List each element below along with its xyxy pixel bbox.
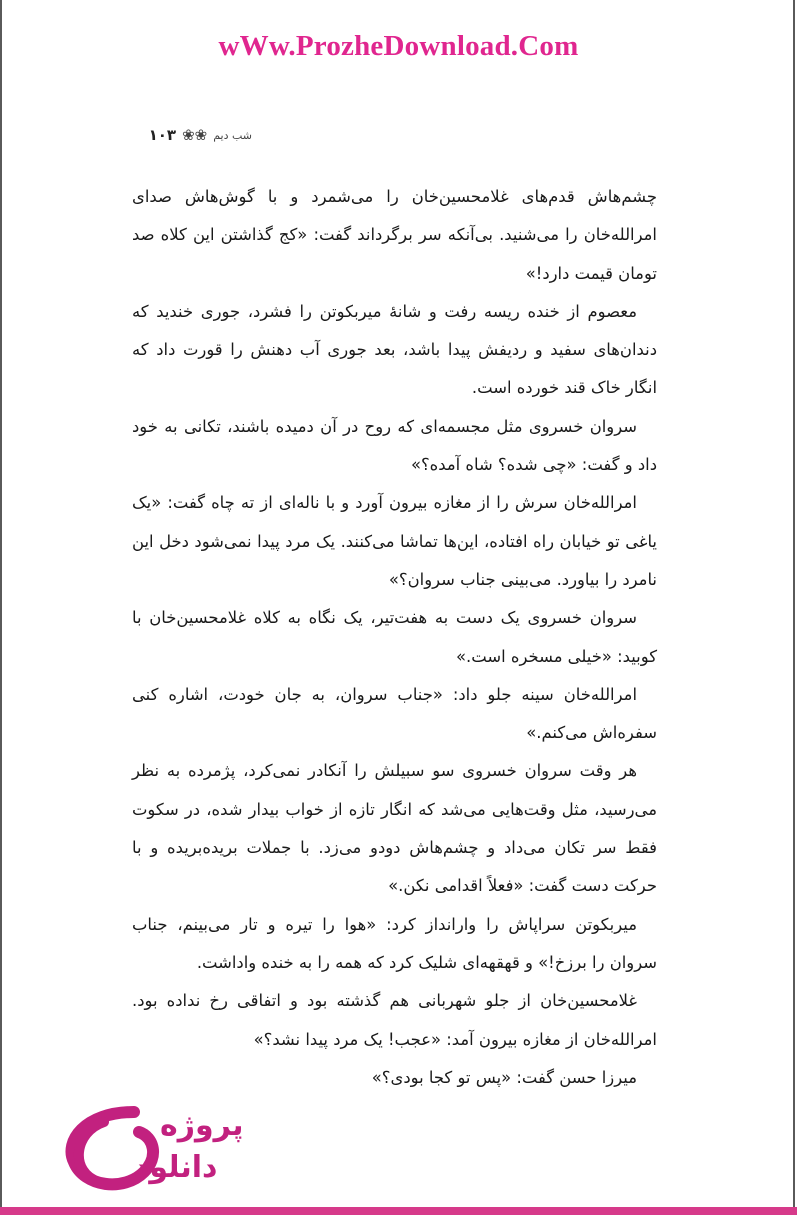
paragraph: هر وقت سروان خسروی سو سبیلش را آنکادر نمی‌کرد، پژمرده به نظر می‌رسید، مثل وقت‌هایی می‌شد که انگار تازه از خواب بیدار شده، در سکوت فقط سر تکان می‌داد و چشم‌هاش دودو می‌زد. با جملات بریده‌بریده و با حرکت دست گفت: «فعلاً اقدامی نکن.» <box>132 761 657 896</box>
paragraph: معصوم از خنده ریسه رفت و شانهٔ میربکوتن را فشرد، جوری خندید که دندان‌های سفید و ردیفش پیدا باشد، بعد جوری آب دهنش را قورت داد که انگار خاک قند خورده است. <box>132 301 657 398</box>
ornament-icon: ❀❀ <box>182 126 208 144</box>
logo-text-line1: پروژه <box>160 1108 244 1143</box>
running-head-title: شب دیم <box>213 128 252 142</box>
paragraph: میرزا حسن گفت: «پس تو کجا بودی؟» <box>371 1067 637 1087</box>
paragraph: میربکوتن سراپاش را وارانداز کرد: «هوا را تیره و تار می‌بینم، جناب سروان را برزخ!» و قهقهه‌ای شلیک کرد که همه را به خنده واداشت. <box>132 914 657 972</box>
paragraph: امرالله‌خان سینه جلو داد: «جناب سروان، به جان خودت، اشاره کنی سفره‌اش می‌کنم.» <box>132 684 657 743</box>
paragraph: غلامحسین‌خان از جلو شهربانی هم گذشته بود و اتفاقی رخ نداده بود. امرالله‌خان از مغازه بیرون آمد: «عجب! یک مرد پیدا نشد؟» <box>132 991 657 1049</box>
body-text <box>132 178 657 1097</box>
bottom-accent-bar <box>0 1207 797 1215</box>
logo-text-line2: دانلود <box>134 1150 218 1185</box>
paragraph: سروان خسروی یک دست به هفت‌تیر، یک نگاه به کلاه غلامحسین‌خان با کوبید: «خیلی مسخره است.» <box>132 608 657 666</box>
paragraph: سروان خسروی مثل مجسمه‌ای که روح در آن دمیده باشند، تکانی به خود داد و گفت: «چی شده؟ شاه آمده؟» <box>132 416 657 475</box>
paragraph: امرالله‌خان سرش را از مغازه بیرون آورد و با ناله‌ای از ته چاه گفت: «یک یاغی تو خیابان راه افتاده، این‌ها تماشا می‌کنند. یک مرد پیدا نمی‌شود دخل این نامرد را بیاورد. می‌بینی جناب سروان؟» <box>132 493 657 589</box>
running-head <box>149 126 252 144</box>
page-number: ۱۰۳ <box>148 126 177 144</box>
paragraph: چشم‌هاش قدم‌های غلامحسین‌خان را می‌شمرد و با گوش‌هاش صدای امرالله‌خان را می‌شنید. بی‌آنکه سر برگرداند گفت: «کج گذاشتن این کلاه صد تومان قیمت دارد!» <box>132 187 657 283</box>
site-url[interactable]: wWw.ProzheDownload.Com <box>218 30 579 62</box>
